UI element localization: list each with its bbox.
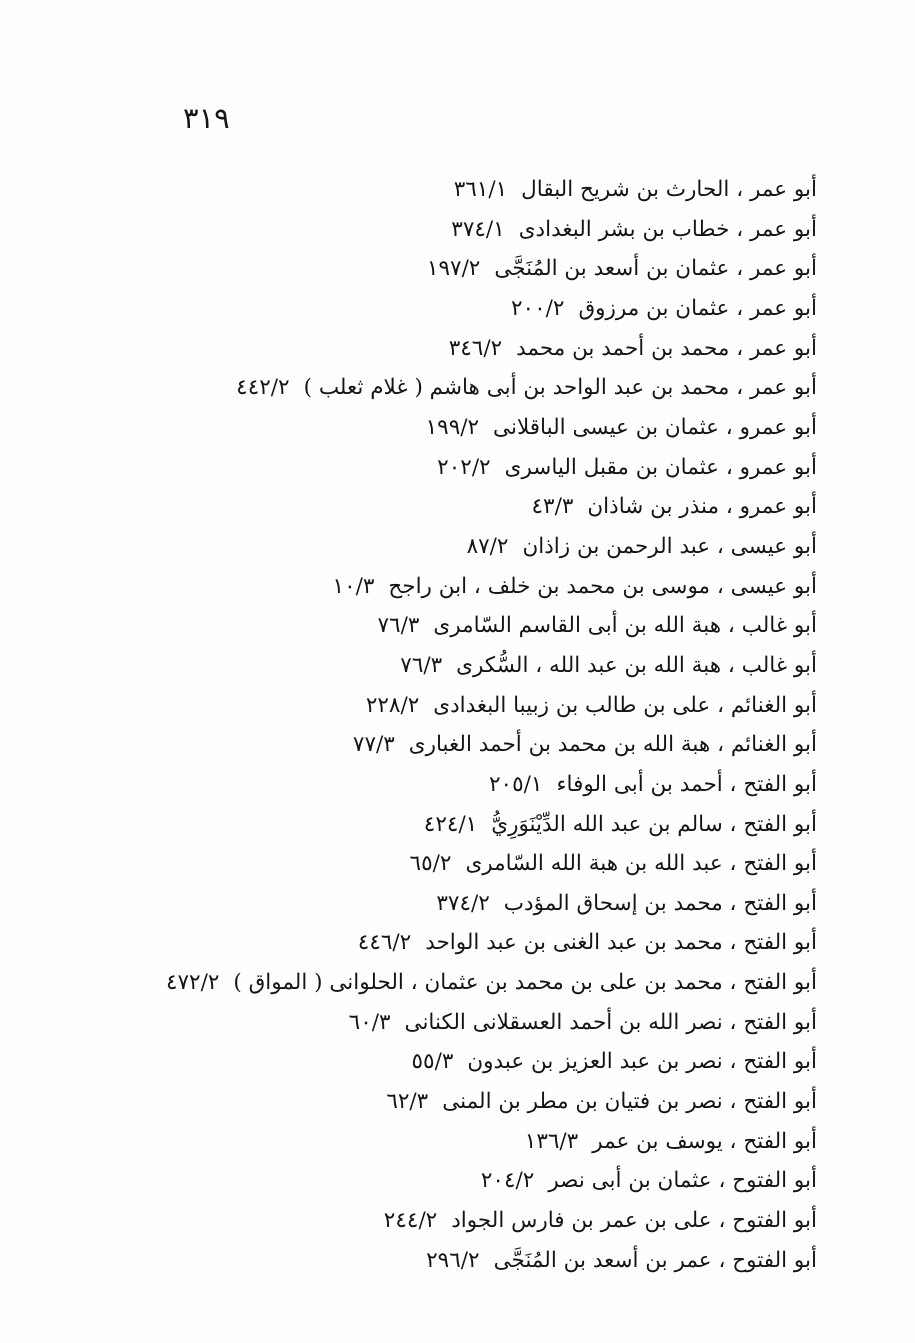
index-entry	[117, 408, 817, 448]
index-entry	[117, 487, 817, 527]
entry-reference: ٣٦١/١	[453, 177, 508, 202]
entry-reference: ٤٤٢/٢	[236, 375, 290, 401]
entry-reference: ٢٩٦/٢	[426, 1247, 480, 1273]
entry-name: أبو عمرو ، عثمان بن مقبل الياسرى	[504, 454, 817, 480]
entry-name: أبو عمر ، الحارث بن شريح البقال	[521, 177, 817, 202]
entry-name: أبو عمرو ، منذر بن شاذان	[587, 494, 817, 520]
entry-reference: ٦٠/٣	[348, 1009, 391, 1035]
index-entry	[117, 725, 817, 765]
entry-reference: ٤٢٤/١	[423, 811, 478, 837]
entry-name: أبو عمر ، محمد بن أحمد بن محمد	[516, 335, 817, 361]
entry-name: أبو الفتح ، محمد بن على بن محمد بن عثمان ، الحلوانى ( المواق )	[233, 970, 817, 996]
entry-name: أبو الفتوح ، عمر بن أسعد بن المُنَجَّى	[493, 1247, 817, 1273]
entry-reference: ٥٥/٣	[411, 1049, 454, 1075]
index-entry	[117, 1042, 817, 1082]
entry-name: أبو عمر ، عثمان بن مرزوق	[578, 295, 817, 321]
entry-reference: ٣٤٦/٢	[448, 335, 503, 361]
entry-name: أبو الفتح ، سالم بن عبد الله الدِّيْنَوَرِيُّ	[491, 811, 817, 837]
index-entry	[117, 527, 817, 567]
entry-reference: ٨٧/٢	[466, 533, 509, 559]
entry-reference: ٤٣/٣	[531, 494, 574, 520]
index-entry	[117, 646, 817, 686]
entry-reference: ٢٠٢/٢	[437, 454, 491, 480]
entry-reference: ٢٠٠/٢	[511, 295, 565, 321]
index-entry	[117, 567, 817, 607]
entry-reference: ٧٦/٣	[400, 652, 443, 678]
entry-reference: ٣٧٤/٢	[436, 890, 490, 916]
index-entry	[117, 844, 817, 884]
entry-name: أبو الفتوح ، عثمان بن أبى نصر	[548, 1168, 817, 1194]
entry-reference: ٣٧٤/١	[451, 216, 505, 242]
entry-name: أبو الفتح ، محمد بن إسحاق المؤدب	[503, 890, 817, 916]
index-entry	[117, 170, 817, 210]
entry-reference: ١٣٦/٣	[524, 1128, 579, 1154]
entry-name: أبو عمر ، محمد بن عبد الواحد بن أبى هاشم ( غلام ثعلب )	[303, 375, 817, 401]
index-entry	[117, 606, 817, 646]
entry-reference: ٤٧٢/٢	[165, 970, 220, 996]
entry-reference: ٧٦/٣	[377, 613, 420, 639]
index-entry	[117, 329, 817, 369]
index-entry	[117, 805, 817, 845]
entry-name: أبو الفتح ، يوسف بن عمر	[592, 1128, 817, 1154]
entry-reference: ٤٤٦/٢	[357, 930, 412, 956]
index-entry	[117, 210, 817, 250]
entry-name: أبو غالب ، هبة الله بن عبد الله ، السُّكرى	[456, 652, 817, 678]
index-entry	[117, 884, 817, 924]
entry-name: أبو عمر ، خطاب بن بشر البغدادى	[518, 216, 817, 242]
entry-reference: ٦٢/٣	[386, 1089, 429, 1115]
entry-name: أبو الفتح ، عبد الله بن هبة الله السّامرى	[465, 851, 817, 877]
entry-name: أبو الفتح ، نصر بن فتيان بن مطر بن المنى	[442, 1089, 817, 1115]
index-entry	[117, 923, 817, 963]
entry-name: أبو الغنائم ، هبة الله بن محمد بن أحمد الغبارى	[408, 732, 817, 758]
entry-name: أبو غالب ، هبة الله بن أبى القاسم السّامرى	[433, 613, 817, 639]
index-entry	[117, 963, 817, 1003]
page-number: ٣١٩	[183, 101, 230, 135]
entry-reference: ٦٥/٢	[409, 851, 452, 877]
index-entry	[117, 1082, 817, 1122]
index-entry	[117, 1003, 817, 1043]
index-entries	[117, 170, 817, 1280]
entry-reference: ٢٠٤/٢	[480, 1168, 535, 1194]
entry-reference: ١٠/٣	[332, 573, 375, 599]
entry-name: أبو عمرو ، عثمان بن عيسى الباقلانى	[493, 414, 817, 440]
entry-name: أبو الفتح ، نصر الله بن أحمد العسقلانى الكنانى	[404, 1009, 817, 1035]
index-entry	[117, 368, 817, 408]
entry-reference: ٧٧/٣	[352, 732, 395, 758]
entry-name: أبو الفتح ، محمد بن عبد الغنى بن عبد الواحد	[425, 930, 817, 956]
index-entry	[117, 686, 817, 726]
index-entry	[117, 765, 817, 805]
index-entry	[117, 1241, 817, 1281]
entry-reference: ٢٢٨/٢	[365, 692, 420, 718]
index-entry	[117, 448, 817, 488]
entry-name: أبو الفتح ، نصر بن عبد العزيز بن عبدون	[467, 1049, 817, 1075]
index-entry	[117, 1161, 817, 1201]
entry-name: أبو عيسى ، عبد الرحمن بن زاذان	[522, 533, 817, 559]
entry-name: أبو الفتوح ، على بن عمر بن فارس الجواد	[451, 1208, 817, 1234]
entry-name: أبو عيسى ، موسى بن محمد بن خلف ، ابن راجح	[388, 573, 817, 599]
entry-name: أبو عمر ، عثمان بن أسعد بن المُنَجَّى	[494, 256, 817, 282]
entry-reference: ١٩٧/٢	[426, 256, 481, 282]
index-entry	[117, 1201, 817, 1241]
entry-reference: ١٩٩/٢	[425, 414, 480, 440]
entry-name: أبو الفتح ، أحمد بن أبى الوفاء	[556, 771, 817, 797]
index-entry	[117, 1122, 817, 1162]
entry-name: أبو الغنائم ، على بن طالب بن زبيبا البغدادى	[433, 692, 817, 718]
index-entry	[117, 289, 817, 329]
index-entry	[117, 249, 817, 289]
entry-reference: ٢٠٥/١	[489, 771, 543, 797]
entry-reference: ٢٤٤/٢	[383, 1208, 438, 1234]
